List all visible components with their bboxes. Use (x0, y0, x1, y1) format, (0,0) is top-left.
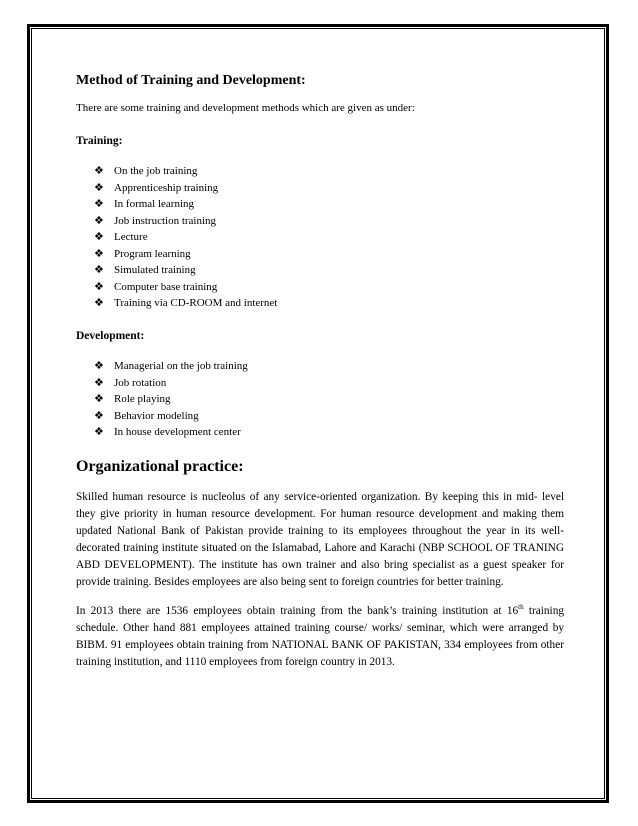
diamond-bullet-icon: ❖ (94, 180, 104, 194)
list-item-label: Job rotation (114, 376, 167, 389)
list-item-label: Lecture (114, 231, 148, 243)
diamond-bullet-icon: ❖ (94, 246, 104, 260)
list-item-label: Program learning (114, 247, 191, 260)
diamond-bullet-icon: ❖ (94, 392, 104, 405)
organizational-practice-paragraph-1: Skilled human resource is nucleolus of any service-oriented organization. By keeping this in mid- level they give priority in human resource development. For human resource development and making them updated National Bank of Pakistan provide training to its employees throughout the year in its well-decorated training institute situated on the Islamabad, Lahore and Karachi (NBP SCHOOL OF TRANING ABD DEVELOPMENT). The institute has own trainer and also bring specialist as a guest speaker for provide training. Besides employees are also being sent to foreign countries for better training. (76, 490, 564, 588)
method-heading-colon: : (301, 73, 306, 88)
diamond-bullet-icon: ❖ (94, 425, 104, 438)
diamond-bullet-icon: ❖ (94, 230, 104, 243)
method-heading-text: Method of Training and Development (76, 73, 302, 88)
list-item (94, 391, 564, 408)
list-item (94, 424, 564, 441)
list-item-label: In house development center (114, 426, 241, 438)
diamond-bullet-icon: ❖ (94, 359, 104, 372)
diamond-bullet-icon: ❖ (94, 296, 104, 309)
document-body (76, 62, 564, 671)
list-item (94, 196, 564, 213)
list-item-label: Behavior modeling (114, 409, 199, 422)
list-item (94, 358, 564, 375)
organizational-practice-heading (76, 457, 564, 477)
list-item-label: Training via CD-ROOM and internet (114, 297, 278, 309)
organizational-practice-paragraph-2 (76, 603, 564, 671)
list-item-label: In formal learning (114, 198, 195, 210)
list-item-label: Apprenticeship training (114, 181, 219, 194)
organizational-practice-heading-colon: : (238, 457, 244, 475)
list-item (94, 279, 564, 296)
diamond-bullet-icon: ❖ (94, 408, 104, 422)
list-item (94, 229, 564, 246)
development-list (76, 358, 564, 441)
list-item (94, 163, 564, 180)
list-item-label: On the job training (114, 165, 198, 177)
list-item (94, 262, 564, 279)
diamond-bullet-icon: ❖ (94, 375, 104, 389)
development-heading: Development: (76, 329, 145, 342)
list-item (94, 375, 564, 392)
list-item-label: Simulated training (114, 264, 196, 276)
list-item (94, 213, 564, 230)
diamond-bullet-icon: ❖ (94, 279, 104, 293)
diamond-bullet-icon: ❖ (94, 197, 104, 210)
training-list (76, 163, 564, 312)
training-heading: Training: (76, 134, 123, 147)
list-item (94, 408, 564, 425)
list-item-label: Computer base training (114, 280, 218, 293)
organizational-practice-heading-text: Organizational practice (76, 457, 239, 475)
list-item-label: Job instruction training (114, 214, 217, 227)
diamond-bullet-icon: ❖ (94, 263, 104, 276)
list-item (94, 295, 564, 312)
method-heading (76, 72, 564, 90)
list-item (94, 180, 564, 197)
diamond-bullet-icon: ❖ (94, 213, 104, 227)
list-item (94, 246, 564, 263)
paragraph-2-part-b: training schedule. Other hand 881 employees attained training course/ works/ seminar, which were arranged by BIBM. 91 employees obtain training from NATIONAL BANK OF PAKISTAN, 334 employees from other training institution, and 1110 employees from foreign country in 2013. (76, 604, 564, 668)
list-item-label: Role playing (114, 393, 171, 405)
method-intro: There are some training and development methods which are given as under: (76, 102, 415, 114)
paragraph-2-superscript: th (518, 602, 524, 611)
list-item-label: Managerial on the job training (114, 360, 248, 372)
paragraph-2-part-a: In 2013 there are 1536 employees obtain training from the bank’s training institution at 16 (76, 604, 519, 617)
diamond-bullet-icon: ❖ (94, 164, 104, 177)
